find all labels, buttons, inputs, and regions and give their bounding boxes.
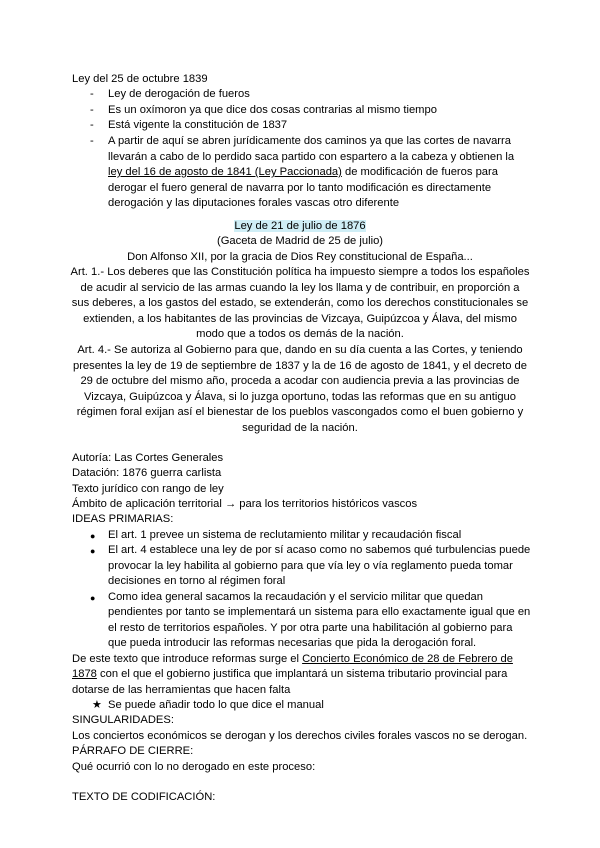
list-item-line: derogar el fuero general de navarra por lo tanto modificación es directamente xyxy=(108,182,492,194)
law-1876-title: Ley de 21 de julio de 1876 xyxy=(234,220,366,232)
art1-line: extienden, a los habitantes de las provincias de Vizcaya, Guipúzcoa y Álava, del mismo xyxy=(83,313,517,325)
bullet-item-line: decisiones en torno al régimen foral xyxy=(108,575,286,587)
list-item: Ley de derogación de fueros xyxy=(108,88,250,100)
art1-line: modo que a todos os demás de la nación. xyxy=(196,328,404,340)
autoria-line: Autoría: Las Cortes Generales xyxy=(72,452,224,464)
list-item-line: derogación y las diputaciones forales vascas otro diferente xyxy=(108,197,400,209)
bullet-marker: ● xyxy=(90,546,96,556)
datacion-line: Datación: 1876 guerra carlista xyxy=(72,467,222,479)
art1-line: sus deberes, a los gastos del estado, se extenderán, como los derechos constitucionales se xyxy=(71,297,529,309)
dash-marker: - xyxy=(90,88,94,100)
singularidades-text: Los conciertos económicos se derogan y los derechos civiles forales vascos no se derogan. xyxy=(72,730,528,742)
ideas-heading: IDEAS PRIMARIAS: xyxy=(72,513,174,525)
star-item: Se puede añadir todo lo que dice el manual xyxy=(108,699,324,711)
list-item: Está vigente la constitución de 1837 xyxy=(108,119,288,131)
star-icon: ★ xyxy=(92,699,103,711)
art4-line: Art. 4.- Se autoriza al Gobierno para que, dando en su día cuenta a las Cortes, y teniendo xyxy=(77,344,523,356)
art4-line: Vizcaya, Guipúzcoa y Álava, si lo juzga oportuno, todas las reformas que en su antiguo xyxy=(83,391,516,403)
dash-marker: - xyxy=(90,119,94,131)
list-item: Es un oxímoron ya que dice dos cosas contrarias al mismo tiempo xyxy=(108,104,437,116)
ley-paccionada-link[interactable]: ley del 16 de agosto de 1841 (Ley Paccionada) xyxy=(108,166,342,178)
bullet-item-line: provocar la ley habilita al gobierno para que vía ley o vía reglamento pueda tomar xyxy=(108,560,513,572)
cierre-text: Qué ocurrió con lo no derogado en este proceso: xyxy=(72,761,316,773)
concierto-line: De este texto que introduce reformas surge el Concierto Económico de 28 de Febrero de xyxy=(72,653,513,665)
concierto-line: 1878 con el que el gobierno justifica que implantará un sistema tributario provincial para xyxy=(72,668,508,680)
dash-marker: - xyxy=(90,104,94,116)
ambito-line: Ámbito de aplicación territorial → para los territorios históricos vascos xyxy=(72,498,418,510)
bullet-item: El art. 1 prevee un sistema de reclutamiento militar y recaudación fiscal xyxy=(108,529,462,541)
bullet-marker: ● xyxy=(90,593,96,603)
art4-line: seguridad de la nación. xyxy=(242,422,358,434)
bullet-item-line: pendientes por tanto se implementará un sistema para ello exactamente igual que en xyxy=(108,606,531,618)
gaceta-line: (Gaceta de Madrid de 25 de julio) xyxy=(216,235,384,247)
bullet-item-line: que pueda introducir las reformas necesarias que pida la derogación foral. xyxy=(108,637,477,649)
bullet-marker: ● xyxy=(90,531,96,541)
art4-line: presentes la ley de 19 de septiembre de 1837 y la de 16 de agosto de 1841, y el decreto de xyxy=(72,360,528,372)
bullet-item-line: el resto de territorios españoles. Y por otra parte una habilitación al gobierno para xyxy=(108,622,513,634)
texto-line: Texto jurídico con rango de ley xyxy=(72,483,224,495)
list-item-line: A partir de aquí se abren jurídicamente dos caminos ya que las cortes de navarra xyxy=(108,135,511,147)
singularidades-heading: SINGULARIDADES: xyxy=(72,714,174,726)
list-item-line: llevarán a cabo de lo perdido saca partido con espartero a la cabeza y obtienen la xyxy=(108,151,515,163)
art4-line: régimen foral exijan así el bienestar de los pueblos vascongados como el buen gobierno y xyxy=(76,406,524,418)
list-item-line: ley del 16 de agosto de 1841 (Ley Paccionada) de modificación de fueros para xyxy=(108,166,498,178)
cierre-heading: PÁRRAFO DE CIERRE: xyxy=(72,745,194,757)
codificacion-heading: TEXTO DE CODIFICACIÓN: xyxy=(72,791,216,803)
concierto-year-link[interactable]: 1878 xyxy=(72,668,97,680)
art1-line: de acudir al servicio de las armas cuando la ley los llama y de contribuir, en proporción a xyxy=(80,282,520,294)
concierto-line: dotarse de las herramientas que hacen falta xyxy=(72,684,291,696)
concierto-link[interactable]: Concierto Económico de 28 de Febrero de xyxy=(302,653,513,665)
dash-marker: - xyxy=(90,135,94,147)
bullet-item-line: Como idea general sacamos la recaudación y el servicio militar que quedan xyxy=(108,591,483,603)
king-line: Don Alfonso XII, por la gracia de Dios Rey constitucional de España... xyxy=(127,251,473,263)
art1-line: Art. 1.- Los deberes que las Constitución política ha impuesto siempre a todos los españoles xyxy=(70,266,530,278)
bullet-item-line: El art. 4 establece una ley de por sí acaso como no sabemos qué turbulencias puede xyxy=(108,544,531,556)
law-1839-title: Ley del 25 de octubre 1839 xyxy=(72,73,208,85)
art4-line: 29 de octubre del mismo año, proceda a acodar con audiencia previa a las provincias de xyxy=(80,375,520,387)
